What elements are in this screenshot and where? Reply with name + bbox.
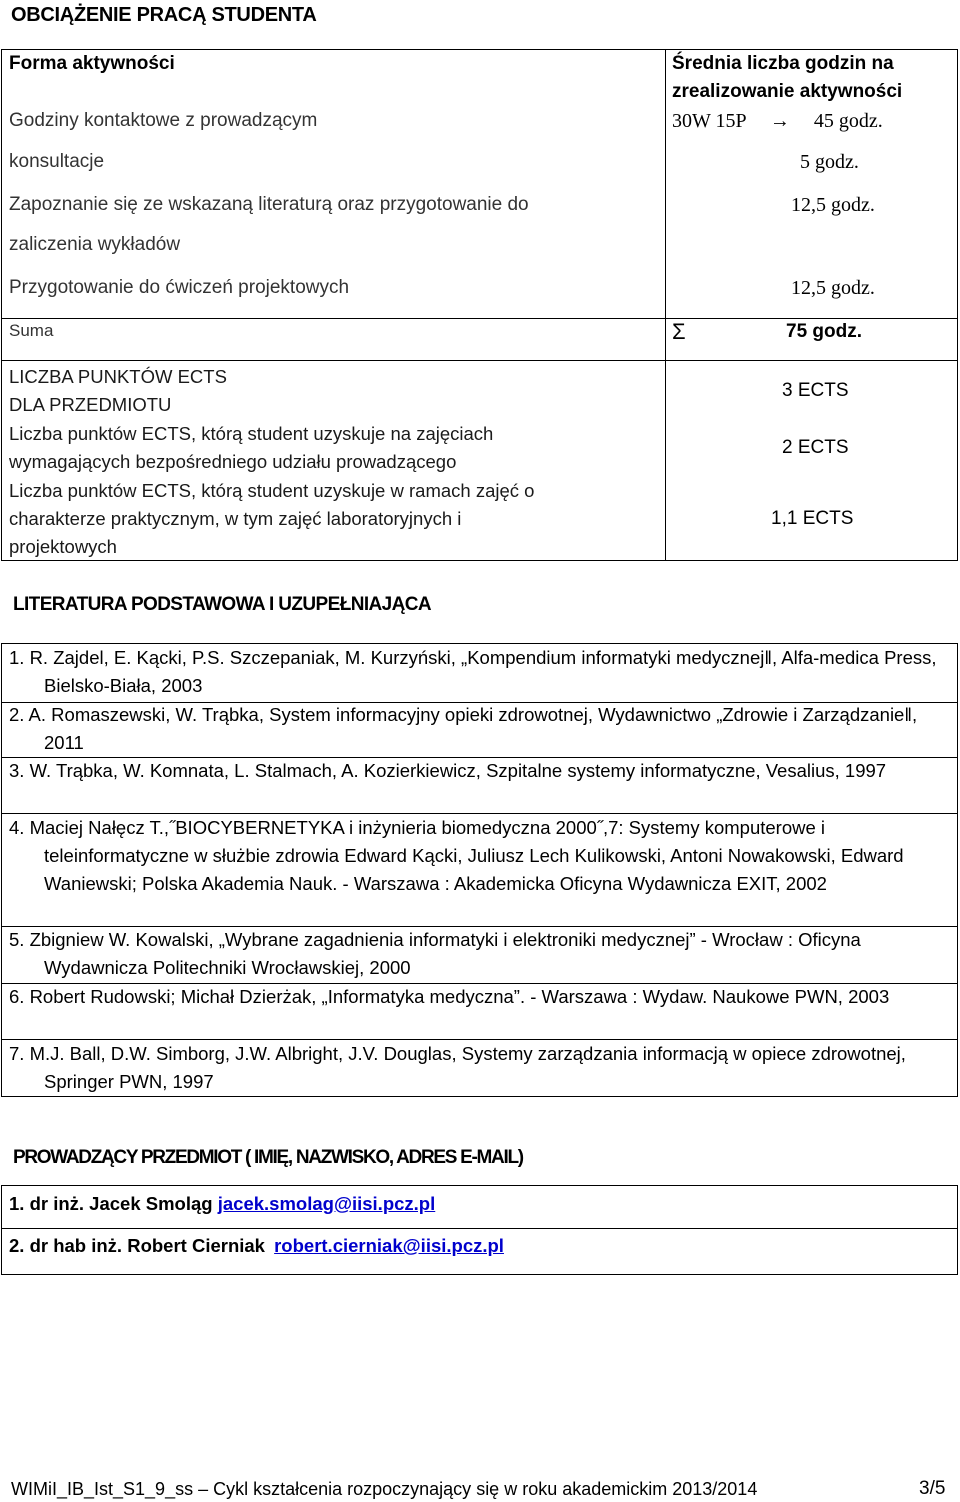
lecturer-name: 1. dr inż. Jacek Smoląg xyxy=(9,1193,213,1214)
lecturer-name: 2. dr hab inż. Robert Cierniak xyxy=(9,1235,265,1256)
ects-label-line: wymagających bezpośredniego udziału prowadzącego xyxy=(9,451,457,472)
page-number: 3/5 xyxy=(919,1478,946,1499)
literature-heading: LITERATURA PODSTAWOWA I UZUPEŁNIAJĄCA xyxy=(13,594,431,615)
activity-value: 12,5 godz. xyxy=(791,277,875,299)
literature-item: 4. Maciej Nałęcz T.,˝BIOCYBERNETYKA i inżynieria biomedyczna 2000˝,7: Systemy komputerowe i teleinformatyczne w służbie zdrowia Edward Kącki, Juliusz Lech Kulikowski, Antoni Nowakowski, Edward Waniewski; Polska Akademia Nauk. - Warszawa : Akademicka Oficyna Wydawnicza EXIT, 2002 xyxy=(9,817,904,894)
ects-contact-value: 2 ECTS xyxy=(782,437,849,458)
lecturer-item xyxy=(9,1190,435,1218)
ects-label-line: projektowych xyxy=(9,536,117,557)
ects-label-line: Liczba punktów ECTS, którą student uzyskuje w ramach zajęć o xyxy=(9,480,535,501)
literature-item: 2. A. Romaszewski, W. Trąbka, System informacyjny opieki zdrowotnej, Wydawnictwo „Zdrowie i Zarządzanie‖, 2011 xyxy=(9,704,918,753)
lecturers-heading: PROWADZĄCY PRZEDMIOT ( IMIĘ, NAZWISKO, ADRES E-MAIL) xyxy=(13,1147,523,1168)
ects-contact-label xyxy=(9,420,493,476)
literature-item: 5. Zbigniew W. Kowalski, „Wybrane zagadnienia informatyki i elektroniki medycznej” - Wrocław : Oficyna Wydawnicza Politechniki Wrocławskiej, 2000 xyxy=(9,929,861,978)
literature-item: 1. R. Zajdel, E. Kącki, P.S. Szczepaniak, M. Kurzyński, „Kompendium informatyki medycznej‖, Alfa-medica Press, Bielsko-Biała, 2003 xyxy=(9,647,937,696)
ects-practical-value: 1,1 ECTS xyxy=(771,508,854,529)
workload-heading: OBCIĄŻENIE PRACĄ STUDENTA xyxy=(11,4,317,26)
activity-label: Przygotowanie do ćwiczeń projektowych xyxy=(9,277,350,298)
sum-label: Suma xyxy=(9,321,54,340)
ects-practical-label xyxy=(9,477,534,561)
row-divider xyxy=(1,1228,958,1229)
hours-total: 45 godz. xyxy=(813,110,883,132)
sigma-icon: Σ xyxy=(672,319,686,344)
footer-text: WIMiI_IB_Ist_S1_9_ss – Cykl kształcenia rozpoczynający się w roku akademickim 2013/2014 xyxy=(11,1479,758,1499)
activity-label: konsultacje xyxy=(9,151,105,172)
ects-label-line: charakterze praktycznym, w tym zajęć laboratoryjnych i xyxy=(9,508,462,529)
lecturer-item xyxy=(9,1232,504,1260)
activity-value: 5 godz. xyxy=(800,151,859,173)
column-header-hours-line2: zrealizowanie aktywności xyxy=(672,81,903,102)
activity-label-continuation: zaliczenia wykładów xyxy=(9,234,181,255)
ects-label-line: LICZBA PUNKTÓW ECTS xyxy=(9,366,227,387)
ects-label-line: DLA PRZEDMIOTU xyxy=(9,394,172,415)
activity-label: Godziny kontaktowe z prowadzącym xyxy=(9,110,318,131)
sum-value: 75 godz. xyxy=(786,321,863,342)
literature-item: 3. W. Trąbka, W. Komnata, L. Stalmach, A. Kozierkiewicz, Szpitalne systemy informatyczne, Vesalius, 1997 xyxy=(9,760,887,781)
column-header-hours-line1: Średnia liczba godzin na xyxy=(672,53,894,74)
column-divider xyxy=(665,49,666,561)
lecturer-email-link[interactable]: jacek.smolag@iisi.pcz.pl xyxy=(217,1193,436,1214)
arrow-right-icon: → xyxy=(769,110,790,132)
ects-total-value: 3 ECTS xyxy=(782,380,849,401)
literature-item: 7. M.J. Ball, D.W. Simborg, J.W. Albright, J.V. Douglas, Systemy zarządzania informacją w opiece zdrowotnej, Springer PWN, 1997 xyxy=(9,1043,906,1092)
activity-value xyxy=(672,107,883,135)
column-header-activity: Forma aktywności xyxy=(9,53,175,74)
ects-total-label xyxy=(9,363,227,419)
activity-label: Zapoznanie się ze wskazaną literaturą oraz przygotowanie do xyxy=(9,194,529,215)
activity-value: 12,5 godz. xyxy=(791,194,875,216)
lecturer-email-link[interactable]: robert.cierniak@iisi.pcz.pl xyxy=(274,1235,504,1256)
ects-label-line: Liczba punktów ECTS, którą student uzyskuje na zajęciach xyxy=(9,423,494,444)
row-divider xyxy=(1,360,958,361)
literature-item: 6. Robert Rudowski; Michał Dzierżak, „Informatyka medyczna”. - Warszawa : Wydaw. Naukowe PWN, 2003 xyxy=(9,986,890,1007)
hours-breakdown: 30W 15P xyxy=(672,110,746,132)
